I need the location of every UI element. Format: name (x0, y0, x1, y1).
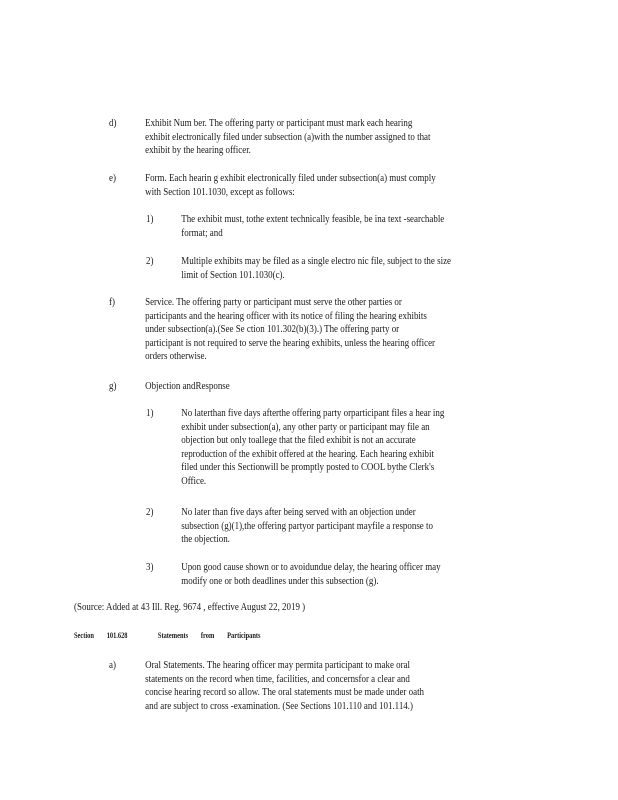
item-label: g) (109, 381, 117, 392)
item-label: f) (109, 297, 115, 308)
subitem-label: 1) (146, 214, 154, 225)
item-label: a) (109, 660, 116, 671)
item-label: d) (109, 118, 117, 129)
subitem-text: The exhibit must, tothe extent technically feasible, be ina text -searchable format; and (181, 214, 445, 239)
section-heading (74, 630, 261, 642)
subitem-label: 3) (146, 562, 154, 573)
subitem-text: Multiple exhibits may be filed as a single electro nic file, subject to the size limit of Section 101.1030(c). (181, 256, 452, 281)
item-text: Exhibit Num ber. The offering party or participant must mark each hearing exhibit electronically filed under subsection (a)with the number assigned to that exhibit by the hearing officer. (145, 118, 431, 157)
subitem-label: 1) (146, 408, 154, 419)
subitem-text: Upon good cause shown or to avoidundue delay, the hearing officer may modify one or both deadlines under this subsection (g). (181, 562, 441, 587)
item-text: Objection andResponse (145, 381, 230, 392)
subitem-text: No later than five days after being served with an objection under subsection (g)(1),the offering partyor participant mayfile a response to the objection. (181, 507, 433, 546)
item-label: e) (109, 173, 116, 184)
item-text: Form. Each hearin g exhibit electronically filed under subsection(a) must comply with Section 101.1030, except as follows: (145, 173, 436, 198)
item-text: Oral Statements. The hearing officer may permita participant to make oral statements on the record when time, facilities, and concernsfor a clear and concise hearing record so allow. The oral statements must be made under oath and are subject to cross -examination. (See Sections 101.110 and 101.114.) (145, 660, 425, 712)
section-title: Statements from Participants (157, 631, 261, 640)
source-note: (Source: Added at 43 Ill. Reg. 9674 , effective August 22, 2019 ) (74, 602, 306, 613)
section-number: Section 101.628 (74, 631, 128, 640)
subitem-label: 2) (146, 507, 154, 518)
subitem-text: No laterthan five days afterthe offering party orparticipant files a hear ing exhibit under subsection(a), any other party or participant may file an objection but only toallege that the filed exhibit is not an accurate reproduction of the exhibit offered at the hearing. Each hearing exhibit filed under this Sectionwill be promptly posted to COOL bythe Clerk's Office. (181, 408, 445, 487)
subitem-label: 2) (146, 256, 154, 267)
item-text: Service. The offering party or participant must serve the other parties or participants and the hearing officer with its notice of filing the hearing exhibits under subsection(a).(See Se ction 101.302(b)(3).) The offering party or participant is not required to serve the hearing exhibits, unless the hearing officer orders otherwise. (145, 297, 436, 363)
